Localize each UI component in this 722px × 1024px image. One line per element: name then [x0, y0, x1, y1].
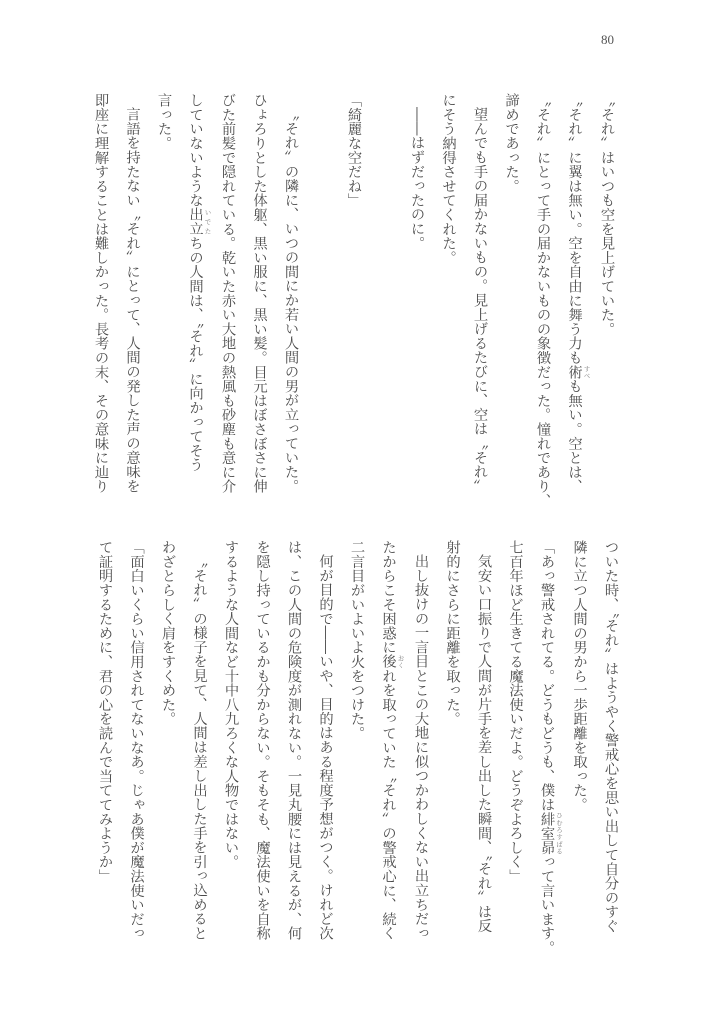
text-line: を隠し持っているかも分からない。そもそも、魔法使いを自称: [254, 540, 271, 941]
text-line: 〝それ〟はいつも空を見上げていた。: [599, 93, 615, 337]
text-line: 二言目がいよいよ火をつけた。: [349, 540, 365, 741]
text-tier-bottom: [97, 540, 626, 960]
dialogue-line: 「面白いくらい信用されてないなあ。じゃあ僕が魔法使いだっ: [128, 540, 145, 941]
text-line: 〝それ〟の隣に、いつの間にか若い人間の男が立っていた。: [283, 107, 299, 494]
text-line: 射的にさらに距離を取った。: [444, 540, 461, 726]
text-line: していないような出立 いでたちの人間は、〝それ〟に向かってそう: [187, 93, 212, 472]
text-line: びた前髪で隠れている。乾いた赤い大地の熱風も砂塵も意に介: [220, 93, 236, 494]
ruby-annotation: 緋室昴 ひむろすばる: [539, 811, 563, 855]
text-line: 〝それ〟に翼は無い。空を自由に舞う力も術 すべも無い。空とは、: [566, 93, 591, 494]
text-line: にそう納得させてくれた。: [440, 93, 457, 265]
blank-line: [369, 93, 401, 488]
text-line: 何が目的で――いや、目的はある程度予想がつく。けれど次: [317, 554, 334, 941]
page-number: 80: [601, 32, 614, 47]
dialogue-line: 「あっ警戒されてる。どうもどうも、僕は緋室昴 ひむろすばるって言います。: [539, 540, 563, 955]
text-line: ――はずだったのに。: [409, 107, 425, 251]
text-line: ついた時、〝それ〟はようやく警戒心を思い出して自分のすぐ: [603, 540, 619, 934]
text-line: は、この人間の危険度が測れない。一見丸腰には見えるが、何: [286, 540, 302, 941]
text-line: 諦めであった。: [503, 93, 520, 194]
text-line: たからこそ困惑に後 おくれを取っていた〝それ〟の警戒心に、続く: [380, 540, 405, 941]
text-line: わざとらしく肩をすくめた。: [160, 540, 176, 726]
dialogue-line: 七百年ほど生きてる魔法使いだよ。どうぞよろしく」: [507, 540, 524, 884]
text-line: 出し抜けの一言目とこの大地に似つかわしくない出立ちだっ: [413, 554, 429, 941]
ruby-annotation: 後 おく: [380, 654, 405, 669]
dialogue-line: て証明するために、君の心を読んで当ててみようか」: [97, 540, 113, 884]
text-line: 即座に理解することは難しかった。長考の末、その意味に辿り: [93, 93, 109, 494]
text-line: 〝それ〟にとって手の届かないものの象徴だった。憧れであり、: [535, 93, 551, 508]
dialogue-line: 「綺麗な空だね」: [346, 93, 362, 208]
text-line: 気安い口振りで人間が片手を差し出した瞬間、〝それ〟は反: [476, 554, 492, 934]
text-line: するような人間など十中八九ろくな人物ではない。: [223, 540, 239, 869]
text-line: ひょろりとした体躯、黒い服に、黒い髪。目元はぼさぼさに伸: [251, 93, 268, 494]
text-line: 望んでも手の届かないもの。見上げるたびに、空は〝それ〟: [472, 107, 488, 494]
text-line: 言った。: [156, 93, 172, 151]
ruby-annotation: 術 すべ: [566, 364, 591, 380]
text-tier-top: [93, 93, 622, 508]
blank-line: [306, 93, 338, 488]
text-line: 隣に立つ人間の男から一歩距離を取った。: [571, 540, 588, 812]
text-line: 〝それ〟の様子を見て、人間は差し出した手を引っ込めると: [191, 554, 208, 941]
text-line: 言語を持たない〝それ〟にとって、人間の発した声の意味を: [124, 107, 141, 494]
ruby-annotation: 出立 いでた: [187, 207, 212, 237]
